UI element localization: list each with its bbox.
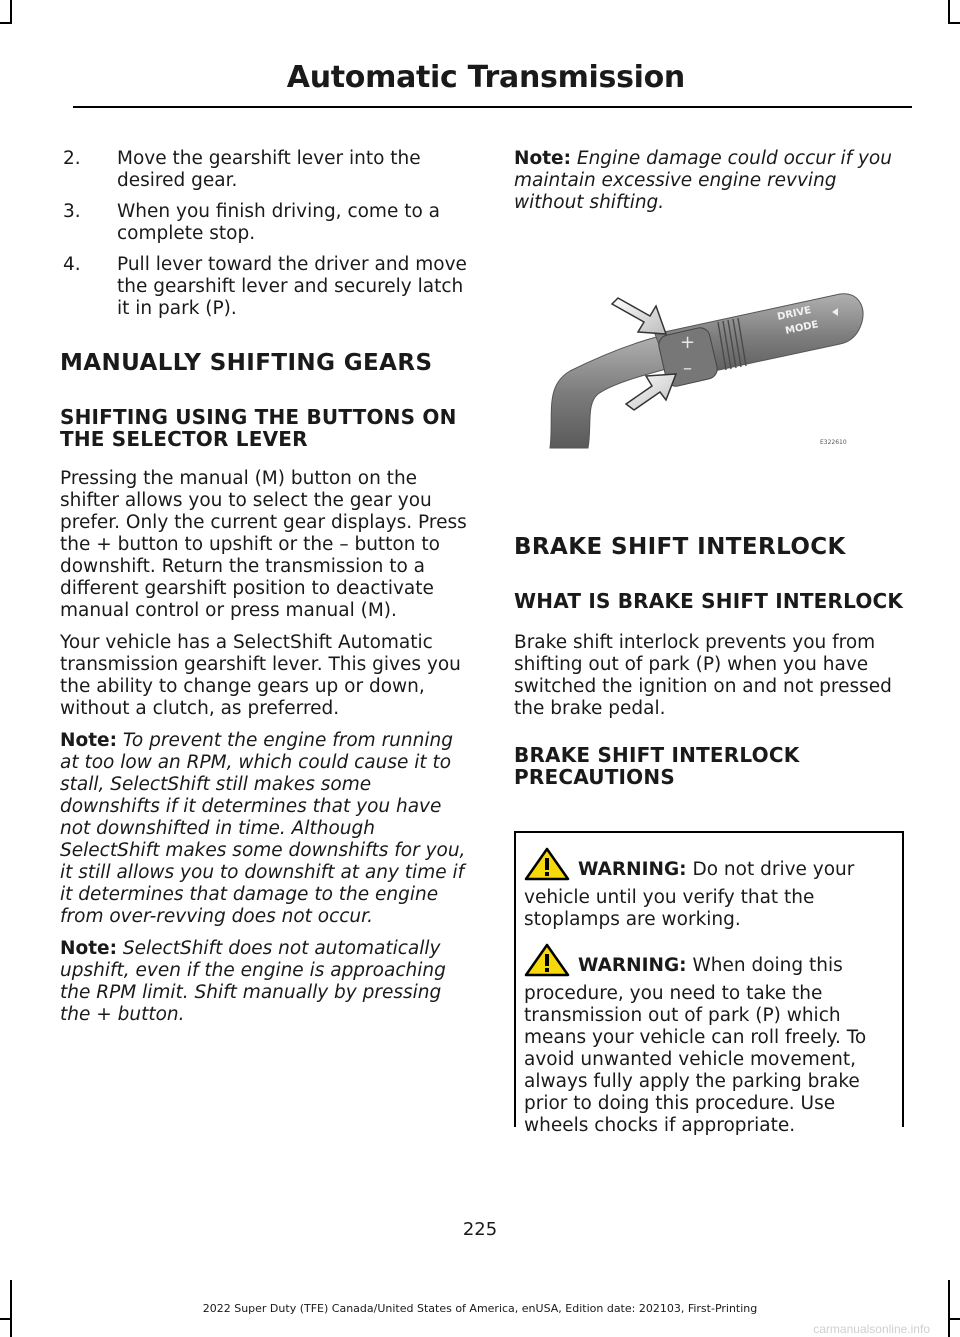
body-paragraph: Brake shift interlock prevents you from shifting out of park (P) when you have switched the ignition on and not pressed the brake pedal.	[514, 632, 892, 719]
list-item	[60, 148, 475, 192]
note-text: SelectShift does not automatically upshift, even if the engine is approaching the RPM limit. Shift manually by pressing the + button.	[60, 938, 446, 1025]
arrow-icon	[626, 374, 676, 410]
section-heading: MANUALLY SHIFTING GEARS	[60, 350, 433, 376]
page-title: Automatic Transmission	[286, 60, 685, 95]
note-label: Note:	[60, 938, 117, 959]
body-paragraph: Your vehicle has a SelectShift Automatic transmission gearshift lever. This gives you the ability to change gears up or down, without a clutch, as preferred.	[60, 632, 461, 719]
warning-box	[514, 831, 904, 1136]
warning-triangle-icon	[524, 847, 570, 887]
crop-mark	[0, 22, 12, 24]
note-paragraph	[514, 148, 906, 214]
right-column	[514, 148, 906, 224]
step-list	[60, 148, 475, 320]
left-column	[60, 148, 475, 1036]
plus-button-label: +	[680, 332, 696, 353]
step-number: 3.	[63, 201, 81, 222]
warning-label: WARNING:	[578, 955, 687, 976]
warning-triangle-icon	[524, 943, 570, 983]
warning-text: When doing this procedure, you need to take the transmission out of park (P) which means your vehicle can roll freely. To avoid unwanted vehicle movement, always fully apply the parking brake prior to doing this procedure. Use wheels chocks if appropriate.	[524, 955, 867, 1136]
drive-mode-label: MODE	[784, 319, 820, 337]
section-heading: BRAKE SHIFT INTERLOCK	[514, 534, 846, 560]
note-text: To prevent the engine from running at too low an RPM, which could cause it to stall, SelectShift still makes some downshifts if it determines that you have not downshifted in time. Although SelectShift makes some downshifts for you, it still allows you to downshift at any time if it determines that damage to the engine from over-revving does not occur.	[60, 730, 466, 927]
edition-footer: 2022 Super Duty (TFE) Canada/United States of America, enUSA, Edition date: 202103, First-Printing	[202, 1302, 758, 1315]
step-text: Pull lever toward the driver and move the gearshift lever and securely latch it in park (P).	[117, 254, 467, 319]
step-number: 4.	[63, 254, 81, 275]
minus-button-label: –	[683, 358, 692, 379]
crop-mark	[948, 22, 960, 24]
step-text: When you finish driving, come to a complete stop.	[117, 201, 441, 244]
watermark: carmanualsonline.info	[813, 1322, 930, 1336]
body-paragraph: Pressing the manual (M) button on the shifter allows you to select the gear you prefer. Only the current gear displays. Press the + button to upshift or the – button to downshift. Return the transmission to a different gearshift position to deactivate manual control or press manual (M).	[60, 468, 467, 621]
brake-section	[514, 534, 906, 788]
warning-text: Do not drive your vehicle until you verify that the stoplamps are working.	[524, 859, 855, 930]
step-text: Move the gearshift lever into the desired gear.	[117, 148, 421, 191]
crop-mark	[948, 0, 950, 22]
note-paragraph	[60, 730, 475, 928]
subsection-heading: BRAKE SHIFT INTERLOCK PRECAUTIONS	[514, 743, 800, 789]
subsection-heading: WHAT IS BRAKE SHIFT INTERLOCK	[514, 589, 904, 613]
warning-item	[524, 847, 894, 931]
warning-item	[524, 943, 894, 1137]
arrow-icon	[612, 298, 666, 334]
note-text: Engine damage could occur if you maintain excessive engine revving without shifting.	[514, 148, 892, 213]
title-rule	[73, 106, 912, 108]
drive-mode-label: DRIVE	[776, 305, 813, 323]
subsection-heading: SHIFTING USING THE BUTTONS ON THE SELECTOR LEVER	[60, 405, 457, 451]
step-number: 2.	[63, 148, 81, 169]
note-label: Note:	[60, 730, 117, 751]
note-label: Note:	[514, 148, 571, 169]
crop-mark	[948, 1318, 960, 1320]
page-number: 225	[462, 1219, 498, 1240]
figure-reference: E322610	[820, 439, 847, 446]
warning-label: WARNING:	[578, 859, 687, 880]
note-paragraph	[60, 938, 475, 1026]
crop-mark	[10, 0, 12, 22]
crop-mark	[0, 1318, 12, 1320]
list-item	[60, 254, 475, 320]
list-item	[60, 201, 475, 245]
selector-lever-illustration	[540, 276, 870, 451]
